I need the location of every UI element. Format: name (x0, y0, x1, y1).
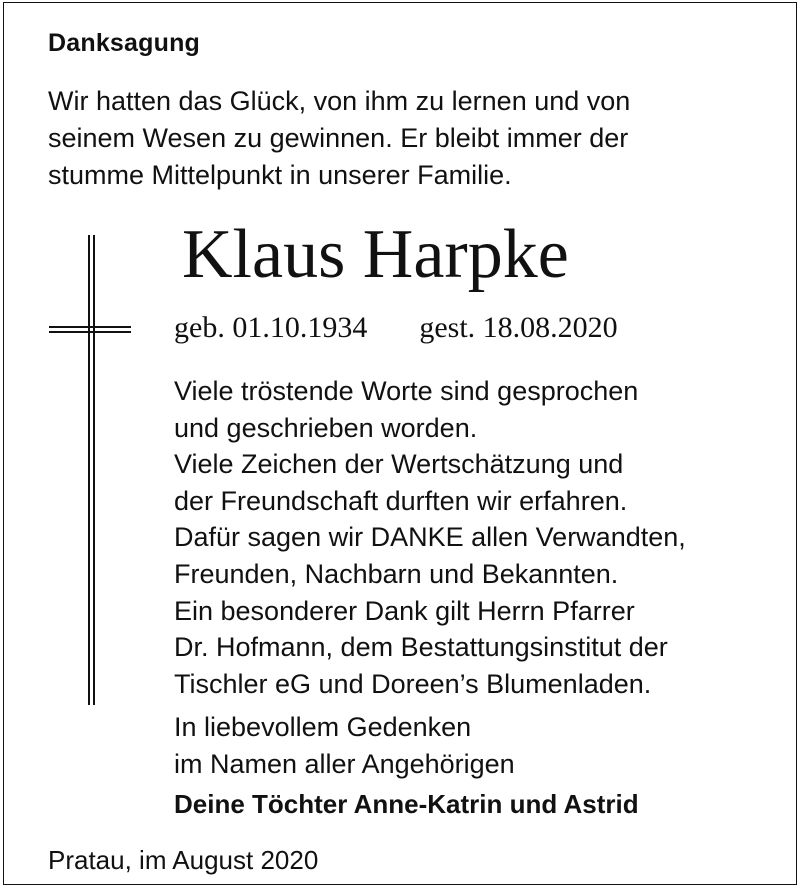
death-date: gest. 18.08.2020 (419, 311, 618, 344)
thanks-line: Tischler eG und Doreen’s Blumenladen. (174, 668, 652, 699)
memory-text (174, 709, 774, 782)
memory-line: im Namen aller Angehörigen (174, 748, 515, 779)
deceased-name: Klaus Harpke (182, 216, 569, 293)
memory-line: In liebevollem Gedenken (174, 712, 472, 742)
life-dates (174, 311, 618, 345)
place-date: Pratau, im August 2020 (48, 845, 319, 875)
signature: Deine Töchter Anne-Katrin und Astrid (174, 789, 639, 819)
thanks-line: Freunden, Nachbarn und Bekannten. (174, 558, 619, 589)
thanks-line: und geschrieben worden. (174, 412, 478, 443)
thanks-line: der Freundschaft durften wir erfahren. (174, 485, 628, 516)
thanks-line: Dr. Hofmann, dem Bestattungsinstitut der (174, 632, 668, 663)
birth-date: geb. 01.10.1934 (174, 311, 368, 344)
thanks-line: Viele tröstende Worte sind gesprochen (174, 376, 639, 406)
intro-line: stumme Mittelpunkt in unserer Familie. (48, 160, 512, 190)
obituary-card (3, 2, 797, 885)
thanks-line: Dafür sagen wir DANKE allen Verwandten, (174, 522, 686, 553)
intro-line: seinem Wesen zu gewinnen. Er bleibt immer der (48, 123, 629, 153)
thanks-text (174, 373, 774, 702)
cross-icon (49, 235, 131, 705)
thanks-line: Viele Zeichen der Wertschätzung und (174, 449, 624, 480)
intro-line: Wir hatten das Glück, von ihm zu lernen und von (48, 86, 631, 116)
heading-danksagung: Danksagung (48, 29, 201, 57)
thanks-line: Ein besonderer Dank gilt Herrn Pfarrer (174, 595, 635, 626)
intro-text (48, 83, 778, 194)
